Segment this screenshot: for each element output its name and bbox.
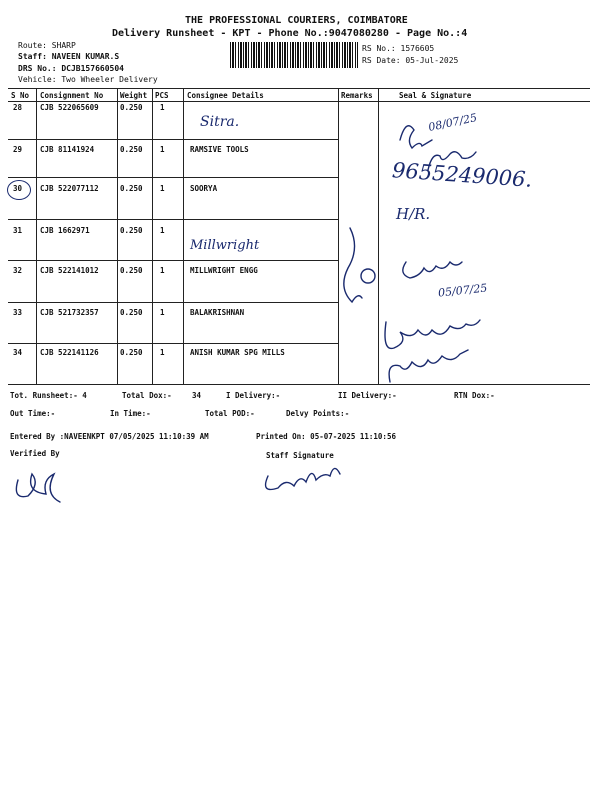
row-consignee: ANISH KUMAR SPG MILLS [190, 348, 285, 357]
row-consignment: CJB 1662971 [40, 226, 90, 235]
row-weight: 0.250 [120, 348, 143, 357]
row-weight: 0.250 [120, 184, 143, 193]
signature-scribble [400, 126, 432, 148]
entered-by: Entered By :NAVEENKPT 07/05/2025 11:10:39 AM [10, 432, 209, 441]
row-weight: 0.250 [120, 266, 143, 275]
row-consignment: CJB 521732357 [40, 308, 99, 317]
row-weight: 0.250 [120, 226, 143, 235]
row-sno: 34 [13, 348, 23, 357]
col-header-consignee: Consignee Details [187, 91, 264, 100]
delvy-points: Delvy Points:- [286, 409, 350, 418]
row-pcs: 1 [160, 308, 165, 317]
out-time: Out Time:- [10, 409, 56, 418]
rs-no: RS No.: 1576605 [362, 44, 435, 53]
printed-on: Printed On: 05-07-2025 11:10:56 [256, 432, 396, 441]
row-consignment: CJB 522065609 [40, 103, 99, 112]
vehicle: Vehicle: Two Wheeler Delivery [18, 75, 158, 84]
in-time: In Time:- [110, 409, 151, 418]
row-consignment: CJB 522077112 [40, 184, 99, 193]
total-dox-value: 34 [192, 391, 202, 400]
ii-delivery: II Delivery:- [338, 391, 397, 400]
verified-by: Verified By [10, 449, 60, 458]
row-weight: 0.250 [120, 145, 143, 154]
i-delivery: I Delivery:- [226, 391, 281, 400]
row-pcs: 1 [160, 348, 165, 357]
row-consignee: BALAKRISHNAN [190, 308, 245, 317]
staff-signature-label: Staff Signature [266, 451, 334, 460]
row-pcs: 1 [160, 226, 165, 235]
row-consignee: MILLWRIGHT ENGG [190, 266, 258, 275]
row-pcs: 1 [160, 184, 165, 193]
col-header-pcs: PCS [155, 91, 169, 100]
company-name: THE PROFESSIONAL COURIERS, COIMBATORE [185, 15, 408, 26]
drs-no: DRS No.: DCJB157660504 [18, 64, 124, 73]
col-header-consignment: Consignment No [40, 91, 104, 100]
handwritten-phone: 9655249006. [391, 158, 533, 192]
staff-signature-scribble [266, 468, 340, 489]
col-header-seal: Seal & Signature [399, 91, 472, 100]
handwritten-consignee: Millwright [190, 238, 260, 253]
handwritten-date: 05/07/25 [437, 281, 488, 300]
total-runsheet: Tot. Runsheet:- 4 [10, 391, 87, 400]
row-sno: 29 [13, 145, 23, 154]
row-sno: 30 [13, 184, 23, 193]
verifier-signature [16, 474, 60, 502]
row-pcs: 1 [160, 145, 165, 154]
remark-circle [361, 269, 375, 283]
row-pcs: 1 [160, 103, 165, 112]
row-weight: 0.250 [120, 308, 143, 317]
row-sno: 28 [13, 103, 23, 112]
rtn-dox: RTN Dox:- [454, 391, 495, 400]
handwritten-date: 08/07/25 [427, 111, 479, 134]
row-consignee: RAMSIVE TOOLS [190, 145, 249, 154]
row-consignee: SOORYA [190, 184, 218, 193]
row-consignment: CJB 522141126 [40, 348, 99, 357]
rs-date: RS Date: 05-Jul-2025 [362, 56, 459, 65]
signature-scribble [389, 350, 468, 382]
row-weight: 0.250 [120, 103, 143, 112]
total-pod: Total POD:- [205, 409, 255, 418]
signature-scribble [385, 320, 480, 348]
row-sno: 31 [13, 226, 23, 235]
handwritten-consignee: Sitra. [200, 114, 240, 130]
row-consignment: CJB 81141924 [40, 145, 95, 154]
col-header-sno: S No [11, 91, 30, 100]
route: Route: SHARP [18, 41, 76, 50]
runsheet-subtitle: Delivery Runsheet - KPT - Phone No.:9047080280 - Page No.:4 [112, 28, 468, 39]
remark-mark [344, 228, 362, 302]
col-header-remarks: Remarks [341, 91, 373, 100]
row-consignment: CJB 522141012 [40, 266, 99, 275]
handwritten-hr: H/R. [396, 205, 431, 223]
staff: Staff: NAVEEN KUMAR.S [18, 52, 120, 61]
row-sno: 32 [13, 266, 23, 275]
signature-scribble [403, 262, 462, 278]
total-dox-label: Total Dox:- [122, 391, 172, 400]
col-header-weight: Weight [120, 91, 148, 100]
row-pcs: 1 [160, 266, 165, 275]
row-sno: 33 [13, 308, 23, 317]
